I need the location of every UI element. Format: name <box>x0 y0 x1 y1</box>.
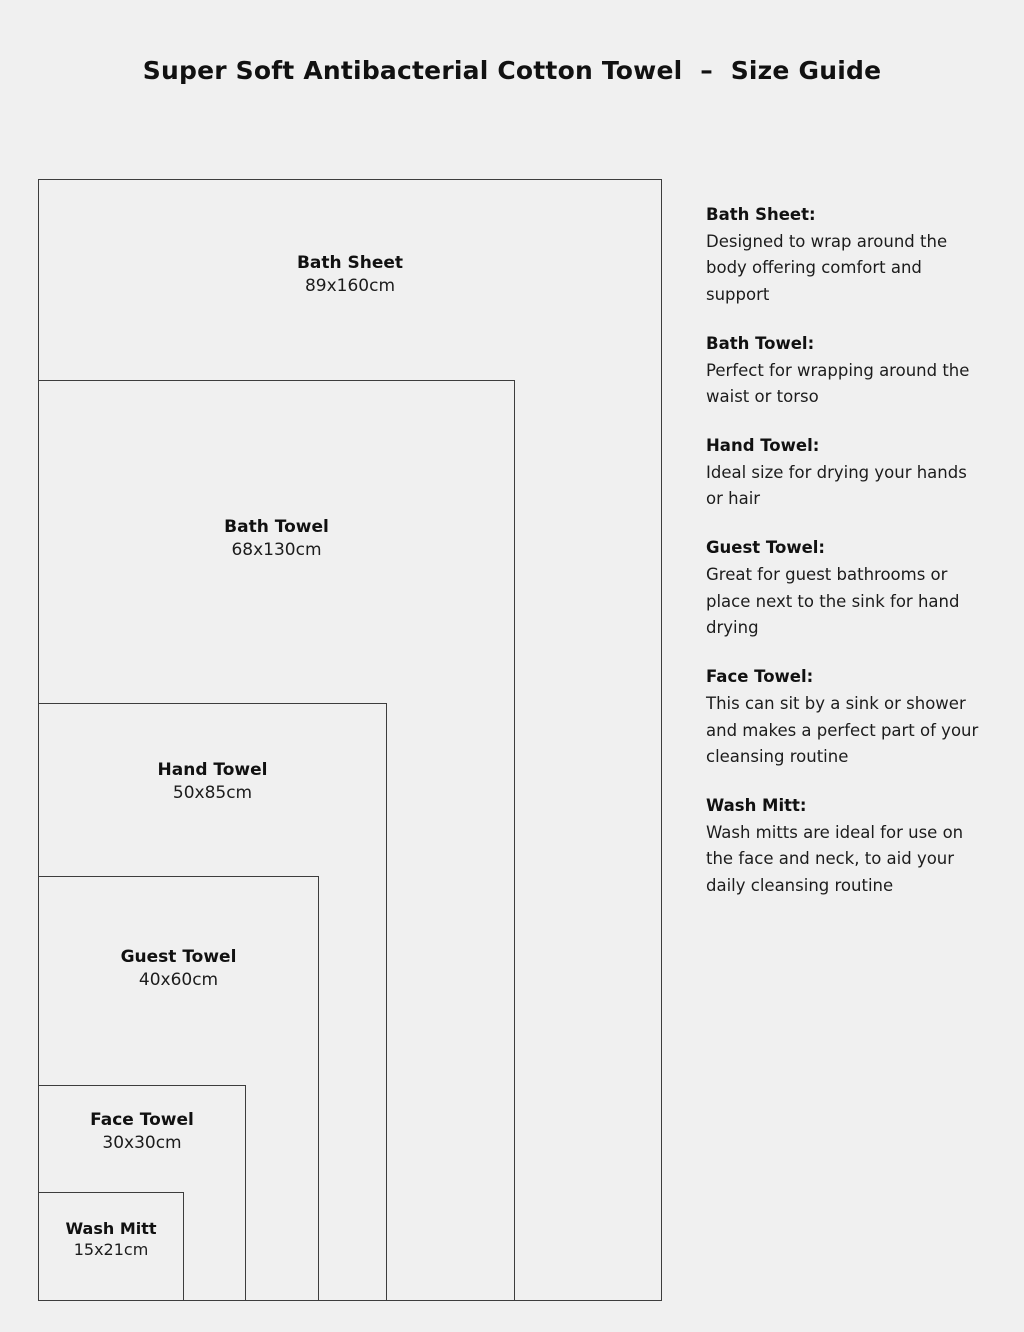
legend-description: Great for guest bathrooms or place next to the sink for hand drying <box>706 564 960 638</box>
legend-term: Bath Sheet: <box>706 205 816 224</box>
size-comparison-diagram <box>38 179 662 1301</box>
size-label-guest-towel <box>38 947 319 991</box>
legend <box>706 202 988 922</box>
legend-item-guest-towel <box>706 535 988 642</box>
size-label-name: Wash Mitt <box>65 1219 157 1238</box>
size-label-dims: 15x21cm <box>73 1240 149 1260</box>
legend-item-bath-towel <box>706 331 988 411</box>
size-label-hand-towel <box>38 760 387 804</box>
size-label-dims: 50x85cm <box>172 782 253 803</box>
legend-item-face-towel <box>706 664 988 771</box>
legend-description: Designed to wrap around the body offering comfort and support <box>706 231 948 305</box>
size-label-name: Guest Towel <box>120 947 237 967</box>
size-label-dims: 68x130cm <box>231 539 322 560</box>
size-label-name: Bath Sheet <box>296 253 404 273</box>
legend-item-bath-sheet <box>706 202 988 309</box>
legend-description: Ideal size for drying your hands or hair <box>706 462 967 509</box>
size-label-dims: 40x60cm <box>138 969 219 990</box>
size-label-dims: 30x30cm <box>102 1132 182 1153</box>
legend-term: Bath Towel: <box>706 333 815 353</box>
size-label-bath-sheet <box>38 253 662 297</box>
legend-description: This can sit by a sink or shower and makes a perfect part of your cleansing routine <box>706 693 979 767</box>
size-label-dims: 89x160cm <box>304 275 396 296</box>
legend-item-wash-mitt <box>706 793 988 900</box>
page-title: Super Soft Antibacterial Cotton Towel – Size Guide <box>142 56 882 85</box>
size-label-bath-towel <box>38 517 515 561</box>
size-label-name: Hand Towel <box>157 760 268 780</box>
legend-term: Guest Towel: <box>706 538 826 558</box>
size-label-face-towel <box>38 1110 246 1154</box>
legend-term: Hand Towel: <box>706 436 820 456</box>
size-label-name: Face Towel <box>90 1110 194 1130</box>
legend-item-hand-towel <box>706 433 988 513</box>
legend-term: Face Towel: <box>706 667 814 687</box>
size-label-wash-mitt <box>38 1219 184 1261</box>
size-label-name: Bath Towel <box>224 517 329 537</box>
legend-term: Wash Mitt: <box>706 795 807 815</box>
legend-description: Wash mitts are ideal for use on the face and neck, to aid your daily cleansing routine <box>706 822 964 896</box>
legend-description: Perfect for wrapping around the waist or torso <box>706 360 970 407</box>
